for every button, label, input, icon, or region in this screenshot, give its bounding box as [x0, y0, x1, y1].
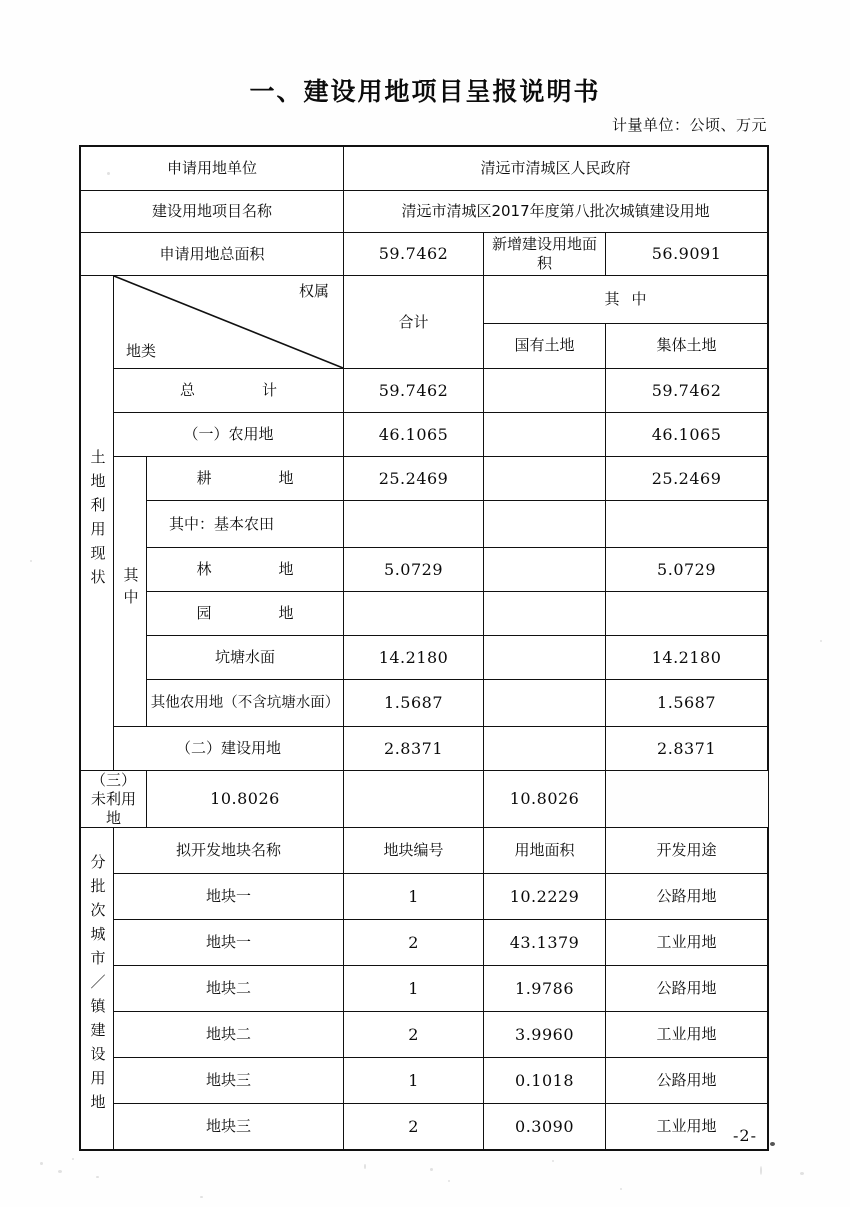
cell-parcel-name: 地块三 — [114, 1058, 344, 1104]
label-new-construction-area: 新增建设用地面积 — [484, 233, 606, 276]
row-label — [147, 592, 344, 636]
cell-state-owned — [484, 680, 606, 727]
cell-collective: 14.2180 — [606, 636, 768, 680]
label-applicant-unit: 申请用地单位 — [81, 147, 344, 191]
cell-parcel-area: 10.2229 — [484, 874, 606, 920]
document-title: 一、建设用地项目呈报说明书 — [249, 77, 601, 106]
column-header-parcel-area: 用地面积 — [484, 828, 606, 874]
page-number: -2- — [733, 1126, 757, 1145]
cell-parcel-use: 工业用地 — [606, 920, 768, 966]
table-row — [81, 727, 768, 771]
cell-state-owned — [484, 501, 606, 548]
row-label: （二）建设用地 — [114, 727, 344, 771]
cell-state-owned — [484, 413, 606, 457]
row-label-text: 总 计 — [180, 381, 304, 400]
cell-parcel-use: 公路用地 — [606, 1058, 768, 1104]
scan-speck — [364, 1164, 366, 1169]
side-label-parcels — [81, 828, 114, 1150]
side-label-land-status — [81, 276, 114, 771]
cell-state-owned — [484, 369, 606, 413]
cell-parcel-code: 2 — [344, 920, 484, 966]
cell-state-owned — [484, 457, 606, 501]
side-label-land-status-text: 土地利用现状 — [88, 448, 107, 593]
value-total-area: 59.7462 — [344, 233, 484, 276]
cell-total: 25.2469 — [344, 457, 484, 501]
scan-speck — [800, 1172, 804, 1175]
table-row — [81, 548, 768, 592]
column-header-state-owned: 国有土地 — [484, 323, 606, 368]
scan-speck — [620, 1188, 622, 1190]
cell-parcel-name: 地块三 — [114, 1104, 344, 1150]
cell-collective: 10.8026 — [484, 771, 606, 828]
cell-state-owned — [484, 727, 606, 771]
row-project-name — [81, 191, 768, 233]
scan-speck — [58, 1170, 62, 1173]
scan-speck — [72, 1158, 74, 1160]
value-new-construction-area: 56.9091 — [606, 233, 768, 276]
cell-parcel-area: 43.1379 — [484, 920, 606, 966]
table-row — [81, 680, 768, 727]
column-header-parcel-use: 开发用途 — [606, 828, 768, 874]
label-project-name: 建设用地项目名称 — [81, 191, 344, 233]
column-header-collective: 集体土地 — [606, 323, 768, 368]
table-row — [81, 1058, 768, 1104]
cell-parcel-code: 2 — [344, 1012, 484, 1058]
cell-parcel-use: 工业用地 — [606, 1012, 768, 1058]
cell-total — [344, 501, 484, 548]
table-row — [81, 874, 768, 920]
cell-collective: 46.1065 — [606, 413, 768, 457]
cell-collective — [606, 501, 768, 548]
side-label-subgroup — [114, 457, 147, 727]
column-header-group-text: 其中 — [604, 289, 659, 308]
cell-parcel-name: 地块二 — [114, 1012, 344, 1058]
table-row — [81, 592, 768, 636]
table-row — [81, 369, 768, 413]
row-parcel-header — [81, 828, 768, 874]
diagonal-label-ownership: 权属 — [299, 282, 330, 300]
diagonal-label-landtype: 地类 — [126, 342, 157, 361]
table-row — [81, 771, 768, 828]
scan-speck — [820, 640, 822, 642]
cell-parcel-name: 地块一 — [114, 920, 344, 966]
side-label-subgroup-text: 其中 — [121, 567, 140, 612]
row-label — [147, 457, 344, 501]
row-label — [114, 369, 344, 413]
row-label: 其他农用地（不含坑塘水面） — [147, 680, 344, 727]
row-label-text: 林 地 — [196, 560, 320, 579]
row-label-text: 园 地 — [196, 604, 320, 623]
table-row — [81, 636, 768, 680]
scan-speck — [30, 560, 32, 562]
cell-parcel-code: 1 — [344, 966, 484, 1012]
value-project-name: 清远市清城区2017年度第八批次城镇建设用地 — [344, 191, 768, 233]
value-applicant-unit: 清远市清城区人民政府 — [344, 147, 768, 191]
cell-parcel-code: 1 — [344, 874, 484, 920]
cell-total: 1.5687 — [344, 680, 484, 727]
row-label — [147, 548, 344, 592]
cell-parcel-area: 0.1018 — [484, 1058, 606, 1104]
cell-parcel-area: 3.9960 — [484, 1012, 606, 1058]
cell-total — [344, 592, 484, 636]
table-row — [81, 1012, 768, 1058]
column-header-total: 合计 — [344, 276, 484, 369]
table-row — [81, 966, 768, 1012]
cell-collective — [606, 592, 768, 636]
cell-state-owned — [484, 636, 606, 680]
scan-speck — [552, 1160, 554, 1162]
table-row — [81, 413, 768, 457]
table-row — [81, 1104, 768, 1150]
cell-collective: 2.8371 — [606, 727, 768, 771]
measurement-unit-note: 计量单位：公顷、万元 — [611, 116, 767, 134]
row-label: 其中：基本农田 — [147, 501, 344, 548]
scan-speck — [448, 1180, 450, 1182]
column-header-parcel-code: 地块编号 — [344, 828, 484, 874]
cell-parcel-area: 0.3090 — [484, 1104, 606, 1150]
diagonal-header-cell — [114, 276, 344, 369]
cell-collective: 5.0729 — [606, 548, 768, 592]
scan-speck — [200, 1196, 203, 1198]
table-row — [81, 457, 768, 501]
cell-state-owned — [344, 771, 484, 828]
row-label: （一）农用地 — [114, 413, 344, 457]
side-label-parcels-text: 分批次城市／镇建设用地 — [88, 854, 107, 1119]
cell-parcel-name: 地块二 — [114, 966, 344, 1012]
row-total-area — [81, 233, 768, 276]
row-applicant-unit — [81, 147, 768, 191]
cell-collective: 1.5687 — [606, 680, 768, 727]
cell-parcel-code: 2 — [344, 1104, 484, 1150]
cell-state-owned — [484, 592, 606, 636]
table-row — [81, 920, 768, 966]
row-label-text: 耕 地 — [196, 469, 320, 488]
cell-parcel-area: 1.9786 — [484, 966, 606, 1012]
cell-parcel-use: 公路用地 — [606, 966, 768, 1012]
cell-parcel-use: 工业用地 — [606, 1104, 768, 1150]
row-matrix-header-top — [81, 276, 768, 324]
scan-speck — [40, 1162, 43, 1165]
table-row — [81, 501, 768, 548]
row-label: 坑塘水面 — [147, 636, 344, 680]
column-header-group — [484, 276, 768, 324]
row-label: （三）未利用地 — [81, 771, 147, 828]
cell-total: 59.7462 — [344, 369, 484, 413]
cell-state-owned — [484, 548, 606, 592]
cell-parcel-use: 公路用地 — [606, 874, 768, 920]
scan-speck — [430, 1168, 433, 1171]
cell-total: 10.8026 — [147, 771, 344, 828]
cell-collective: 25.2469 — [606, 457, 768, 501]
scan-speck — [96, 1176, 99, 1178]
cell-total: 14.2180 — [344, 636, 484, 680]
cell-collective: 59.7462 — [606, 369, 768, 413]
scan-speck — [760, 1166, 762, 1175]
land-application-table — [80, 146, 768, 1150]
cell-total: 5.0729 — [344, 548, 484, 592]
cell-total: 2.8371 — [344, 727, 484, 771]
cell-parcel-code: 1 — [344, 1058, 484, 1104]
label-total-area: 申请用地总面积 — [81, 233, 344, 276]
cell-parcel-name: 地块一 — [114, 874, 344, 920]
column-header-parcel-name: 拟开发地块名称 — [114, 828, 344, 874]
cell-total: 46.1065 — [344, 413, 484, 457]
